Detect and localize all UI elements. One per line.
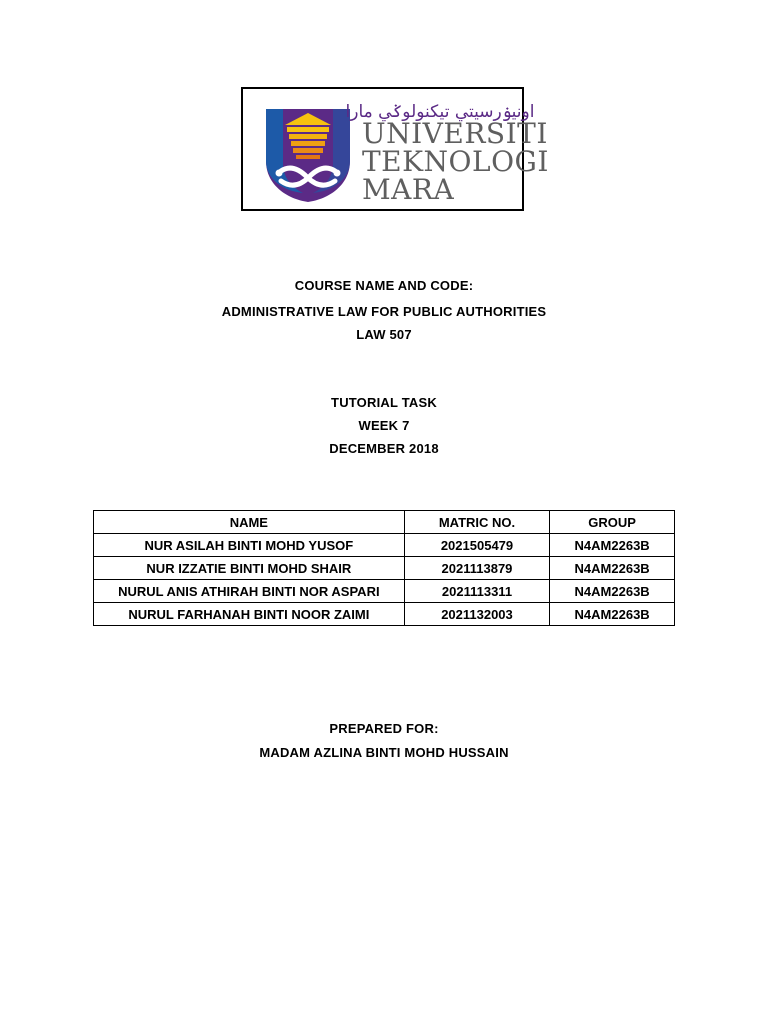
- header-group: GROUP: [550, 511, 675, 534]
- member-group: N4AM2263B: [550, 603, 675, 626]
- course-code: LAW 507: [356, 327, 412, 342]
- table-header-row: [94, 511, 675, 534]
- prepared-for-label: PREPARED FOR:: [329, 721, 439, 736]
- header-matric: MATRIC NO.: [404, 511, 550, 534]
- logo-line-3: MARA: [362, 173, 455, 206]
- member-matric: 2021113879: [404, 557, 550, 580]
- header-name: NAME: [94, 511, 405, 534]
- task-week: WEEK 7: [358, 418, 410, 433]
- member-matric: 2021132003: [404, 603, 550, 626]
- table-row: [94, 534, 675, 557]
- university-name: [362, 117, 549, 206]
- svg-text:اونيۏرسيتي تيكنولوݢي مارا: اونيۏرسيتي تيكنولوݢي مارا: [345, 102, 535, 122]
- task-title: TUTORIAL TASK: [331, 395, 437, 410]
- table-row: [94, 580, 675, 603]
- task-date: DECEMBER 2018: [329, 441, 439, 456]
- logo-line-2: TEKNOLOGI: [362, 145, 549, 178]
- prepared-for-name: MADAM AZLINA BINTI MOHD HUSSAIN: [259, 745, 509, 760]
- member-matric: 2021505479: [404, 534, 550, 557]
- member-name: NUR IZZATIE BINTI MOHD SHAIR: [94, 557, 405, 580]
- member-name: NUR ASILAH BINTI MOHD YUSOF: [94, 534, 405, 557]
- course-heading: COURSE NAME AND CODE:: [294, 278, 474, 293]
- member-group: N4AM2263B: [550, 580, 675, 603]
- logo-line-1: UNIVERSITI: [362, 117, 548, 150]
- table-row: [94, 557, 675, 580]
- member-name: NURUL ANIS ATHIRAH BINTI NOR ASPARI: [94, 580, 405, 603]
- member-matric: 2021113311: [404, 580, 550, 603]
- course-name: ADMINISTRATIVE LAW FOR PUBLIC AUTHORITIES: [221, 304, 547, 319]
- university-crest-icon: [263, 103, 353, 203]
- table-row: [94, 603, 675, 626]
- members-table: [93, 510, 675, 626]
- member-name: NURUL FARHANAH BINTI NOOR ZAIMI: [94, 603, 405, 626]
- member-group: N4AM2263B: [550, 557, 675, 580]
- member-group: N4AM2263B: [550, 534, 675, 557]
- university-logo: [241, 87, 549, 211]
